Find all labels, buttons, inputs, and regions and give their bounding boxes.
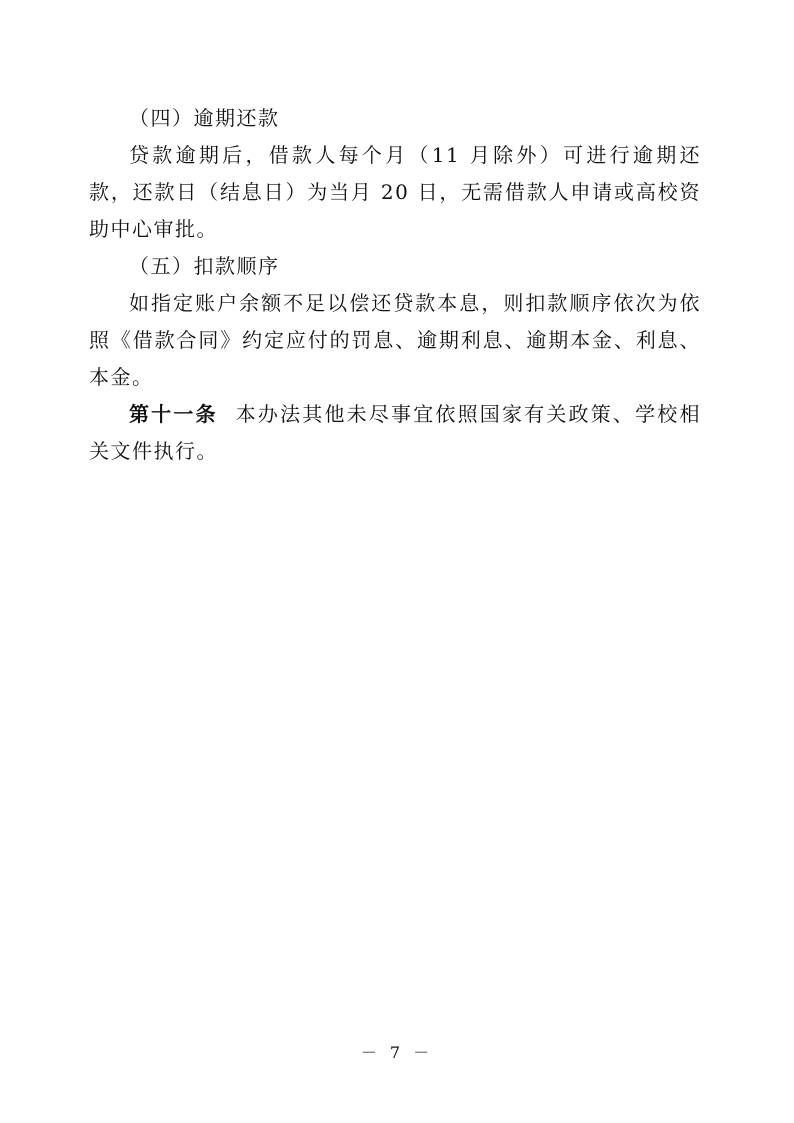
article-paragraph: [89, 396, 701, 470]
section-heading-deduction-order: （五）扣款顺序: [129, 254, 280, 278]
document-body: [89, 100, 701, 470]
article-body: 本办法其他未尽事宜依照国家有关政策、学校相关文件执行。: [89, 402, 701, 463]
section-body-deduction-order: 如指定账户余额不足以偿还贷款本息，则扣款顺序依次为依照《借款合同》约定应付的罚息、逾期利息、逾期本金、利息、本金。: [89, 291, 701, 389]
section-body-overdue-repayment: 贷款逾期后，借款人每个月（11 月除外）可进行逾期还款，还款日（结息日）为当月 20 日，无需借款人申请或高校资助中心审批。: [89, 143, 701, 241]
section-heading-overdue-repayment: （四）逾期还款: [129, 106, 280, 130]
page-number: － 7 －: [360, 1043, 434, 1062]
article-label: 第十一条: [129, 402, 218, 426]
